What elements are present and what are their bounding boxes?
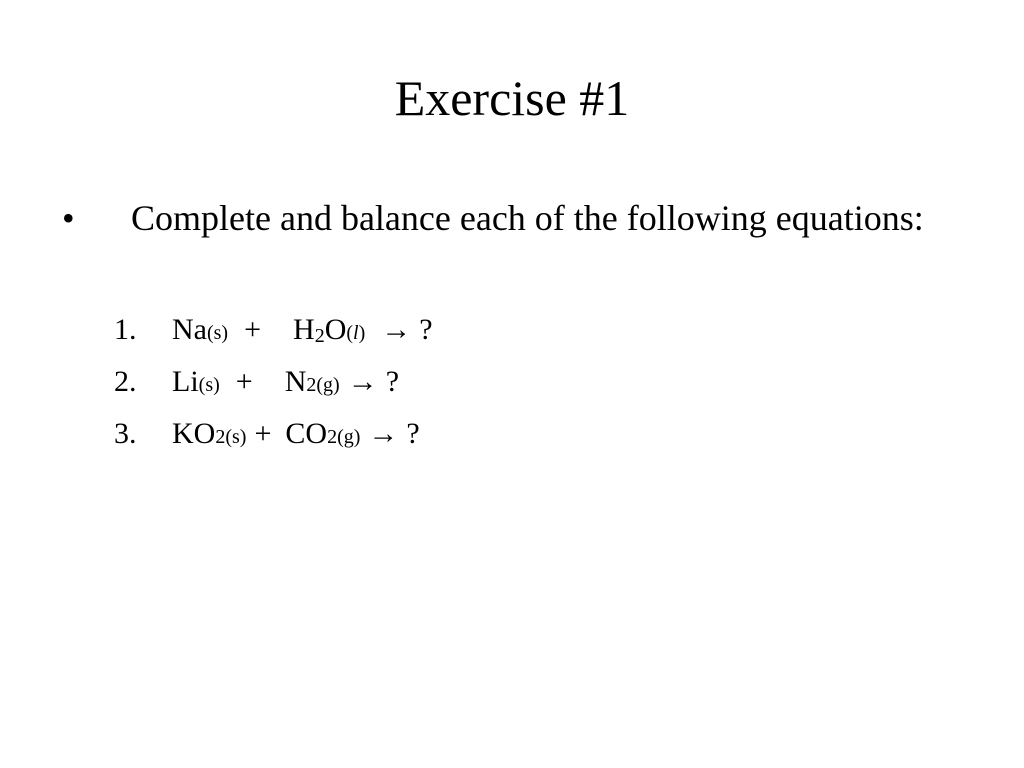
reactant-2-state: (g) — [316, 374, 340, 396]
equation-number: 1. — [114, 313, 137, 346]
equation-number: 2. — [114, 365, 137, 398]
reactant-1: Li — [172, 365, 199, 398]
reactant-2-subscript: 2 — [327, 426, 338, 448]
reactant-2-state: (l) — [346, 322, 366, 344]
plus-sign: + — [235, 365, 253, 398]
reactant-2-tail: O — [324, 313, 347, 346]
reactant-1-state: (s) — [206, 322, 229, 344]
equation-body — [172, 410, 420, 461]
reaction-arrow-icon: → — [347, 365, 378, 398]
reaction-arrow-icon: → — [381, 313, 412, 346]
bullet-text: Complete and balance each of the following equations: — [131, 198, 924, 238]
reactant-2-state: (g) — [337, 426, 361, 448]
equation-body — [172, 358, 399, 409]
reactant-2: N — [284, 365, 307, 398]
reactant-2: H — [293, 313, 315, 346]
product-placeholder: ? — [406, 417, 420, 450]
reactant-1-subscript: 2 — [215, 426, 226, 448]
equation-list — [114, 306, 714, 462]
reactant-1: KO — [172, 417, 216, 450]
reactant-1: Na — [172, 313, 207, 346]
slide-title: Exercise #1 — [394, 70, 630, 126]
reactant-2-subscript: 2 — [306, 374, 317, 396]
reactant-2-subscript: 2 — [314, 325, 325, 347]
equation-1 — [114, 306, 714, 358]
plus-sign: + — [244, 313, 262, 346]
product-placeholder: ? — [385, 365, 400, 398]
reactant-1-state: (s) — [225, 426, 247, 448]
equation-3 — [114, 410, 714, 462]
reaction-arrow-icon: → — [368, 417, 399, 450]
plus-sign: + — [254, 417, 272, 450]
reactant-1-state: (s) — [198, 374, 220, 396]
equation-2 — [114, 358, 714, 410]
bullet-marker: • — [62, 198, 75, 238]
equation-number: 3. — [114, 417, 137, 450]
equation-body — [172, 306, 433, 360]
liquid-symbol: l — [353, 322, 359, 344]
reactant-2: CO — [285, 417, 328, 450]
product-placeholder: ? — [419, 313, 433, 346]
